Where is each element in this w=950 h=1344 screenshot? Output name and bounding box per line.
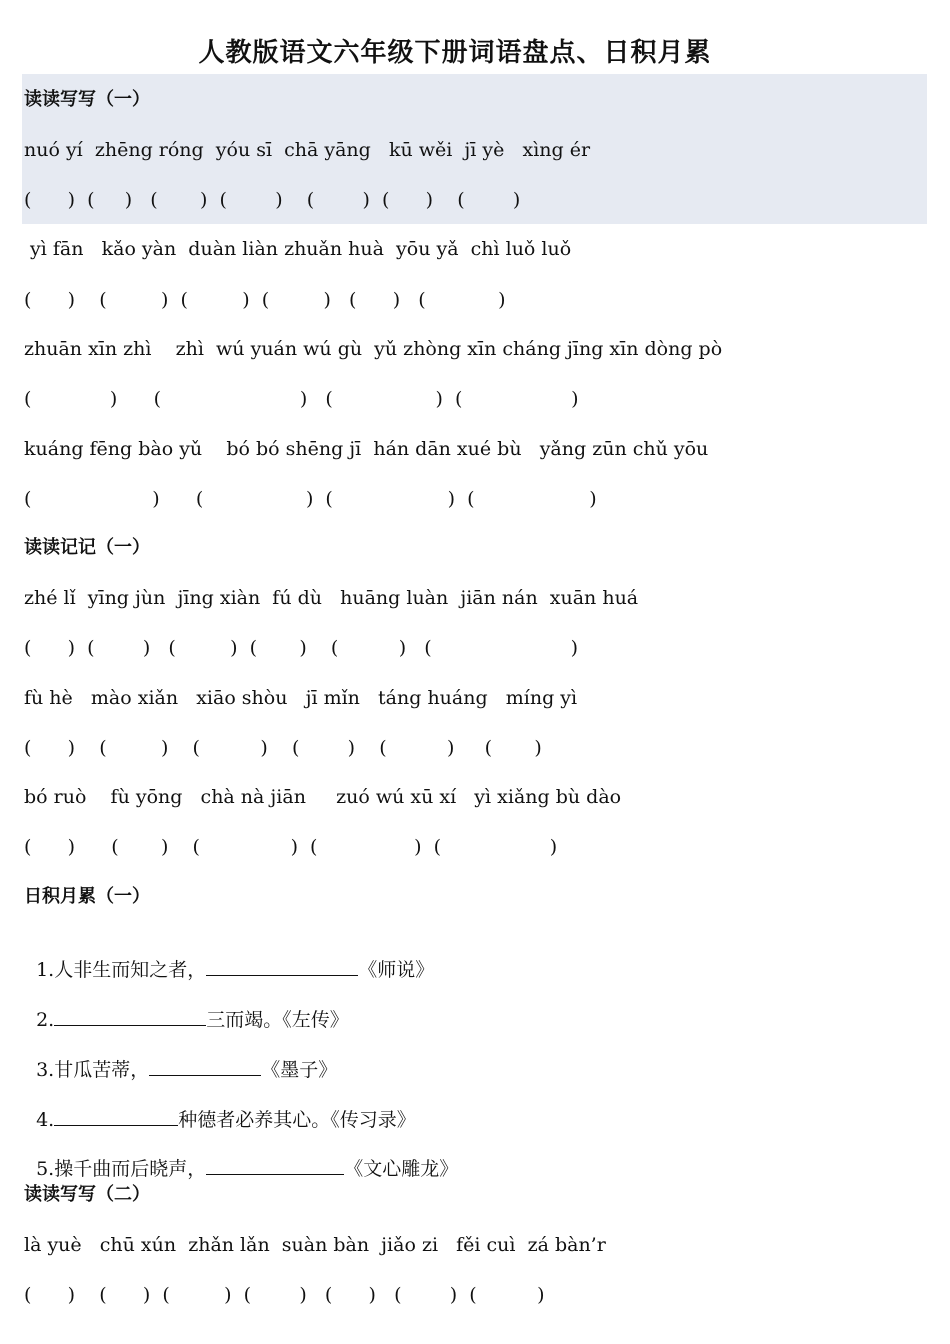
pinyin-row: là yuè chū xún zhǎn lǎn suàn bàn jiǎo zi fěi cuì zá bàn’r (24, 1234, 606, 1256)
fill-item-prefix: 2. (36, 1009, 55, 1031)
fill-item-source: 三而竭。《左传》 (206, 1009, 349, 1031)
fill-blank[interactable] (54, 1109, 178, 1126)
pinyin-row: bó ruò fù yōng chà nà jiān zuó wú xū xí yì xiǎng bù dào (24, 786, 622, 808)
fill-item-source: 《墨子》 (261, 1059, 338, 1081)
pinyin-row: zhé lǐ yīng jùn jīng xiàn fú dù huāng luàn jiān nán xuān huá (24, 587, 639, 609)
section-heading: 读读写写（一） (24, 89, 150, 110)
answer-parens-row[interactable]: ( ) ( ) ( ) ( ) ( ) ( ) ( ) (24, 189, 521, 211)
answer-parens-row[interactable]: ( ) ( ) ( ) ( ) ( ) ( ) ( ) (24, 1284, 545, 1306)
fill-blank[interactable] (206, 1158, 344, 1175)
fill-item-source: 《师说》 (358, 959, 435, 981)
fill-item (24, 934, 434, 982)
fill-blank[interactable] (54, 1009, 206, 1026)
pinyin-row: kuáng fēng bào yǔ bó bó shēng jī hán dān xué bù yǎng zūn chǔ yōu (24, 438, 709, 460)
pinyin-row: nuó yí zhēng róng yóu sī chā yāng kū wěi jī yè xìng ér (24, 139, 591, 161)
answer-parens-row[interactable]: ( ) ( ) ( ) ( ) (24, 488, 597, 510)
fill-blank[interactable] (206, 959, 358, 976)
section-heading: 日积月累（一） (24, 886, 150, 907)
page-title: 人教版语文六年级下册词语盘点、日积月累 (198, 38, 712, 68)
fill-item-prefix: 5.操千曲而后晓声， (36, 1158, 207, 1180)
fill-item (24, 984, 349, 1032)
fill-item-prefix: 3.甘瓜苦蒂， (36, 1059, 150, 1081)
fill-item-prefix: 1.人非生而知之者， (36, 959, 207, 981)
fill-blank[interactable] (149, 1059, 261, 1076)
fill-item (24, 1084, 416, 1132)
fill-item-source: 种德者必养其心。《传习录》 (178, 1109, 416, 1131)
answer-parens-row[interactable]: ( ) ( ) ( ) ( ) ( ) ( ) (24, 737, 542, 759)
section-heading: 读读写写（二） (24, 1184, 150, 1205)
fill-item-prefix: 4. (36, 1109, 55, 1131)
section-heading: 读读记记（一） (24, 537, 150, 558)
pinyin-row: zhuān xīn zhì zhì wú yuán wú gù yǔ zhòng xīn cháng jīng xīn dòng pò (24, 338, 723, 360)
fill-item (24, 1133, 458, 1181)
fill-item-source: 《文心雕龙》 (344, 1158, 459, 1180)
answer-parens-row[interactable]: ( ) ( ) ( ) ( ) (24, 388, 579, 410)
fill-item (24, 1034, 337, 1082)
answer-parens-row[interactable]: ( ) ( ) ( ) ( ) ( ) ( ) (24, 637, 578, 659)
pinyin-row: yì fān kǎo yàn duàn liàn zhuǎn huà yōu yǎ chì luǒ luǒ (24, 238, 572, 260)
pinyin-row: fù hè mào xiǎn xiāo shòu jī mǐn táng huáng míng yì (24, 687, 578, 709)
answer-parens-row[interactable]: ( ) ( ) ( ) ( ) ( ) ( ) (24, 289, 506, 311)
answer-parens-row[interactable]: ( ) ( ) ( ) ( ) ( ) (24, 836, 558, 858)
